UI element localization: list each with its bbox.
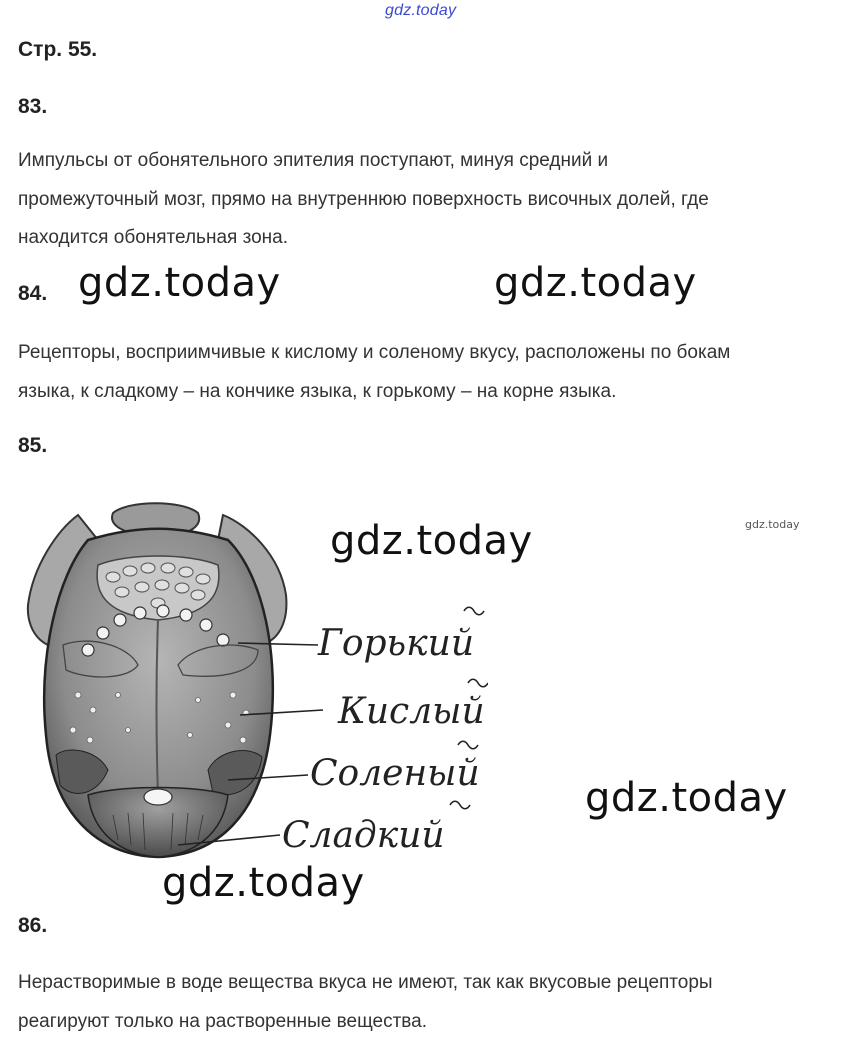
watermark-small: gdz.today bbox=[745, 518, 800, 531]
answer-line: реагируют только на растворенные вещества. bbox=[18, 1010, 428, 1032]
question-83-number: 83. bbox=[18, 95, 48, 118]
question-83-answer bbox=[18, 142, 709, 258]
watermark: gdz.today bbox=[78, 260, 281, 306]
watermark: gdz.today bbox=[494, 260, 697, 306]
watermark: gdz.today bbox=[162, 860, 365, 906]
watermark: gdz.today bbox=[330, 518, 533, 564]
question-84-number: 84. bbox=[18, 282, 48, 305]
watermark: gdz.today bbox=[585, 775, 788, 821]
answer-line: Рецепторы, восприимчивые к кислому и соленому вкусу, расположены по бокам bbox=[18, 342, 731, 363]
answer-line: Импульсы от обонятельного эпителия поступают, минуя средний и bbox=[18, 150, 609, 171]
question-86-answer bbox=[18, 964, 713, 1041]
question-84-answer bbox=[18, 334, 730, 411]
label-bitter: Горький bbox=[318, 623, 475, 664]
answer-line: находится обонятельная зона. bbox=[18, 227, 288, 248]
label-sweet: Сладкий bbox=[282, 815, 445, 856]
page-reference: Стр. 55. bbox=[18, 38, 98, 61]
answer-line: Нерастворимые в воде вещества вкуса не имеют, так как вкусовые рецепторы bbox=[18, 972, 713, 993]
label-salty: Соленый bbox=[310, 753, 480, 794]
top-watermark: gdz.today bbox=[385, 2, 457, 19]
label-sour: Кислый bbox=[338, 691, 485, 732]
question-86-number: 86. bbox=[18, 914, 48, 937]
answer-line: промежуточный мозг, прямо на внутреннюю поверхность височных долей, где bbox=[18, 188, 709, 210]
question-85-number: 85. bbox=[18, 434, 48, 457]
answer-line: языка, к сладкому – на кончике языка, к горькому – на корне языка. bbox=[18, 380, 617, 402]
